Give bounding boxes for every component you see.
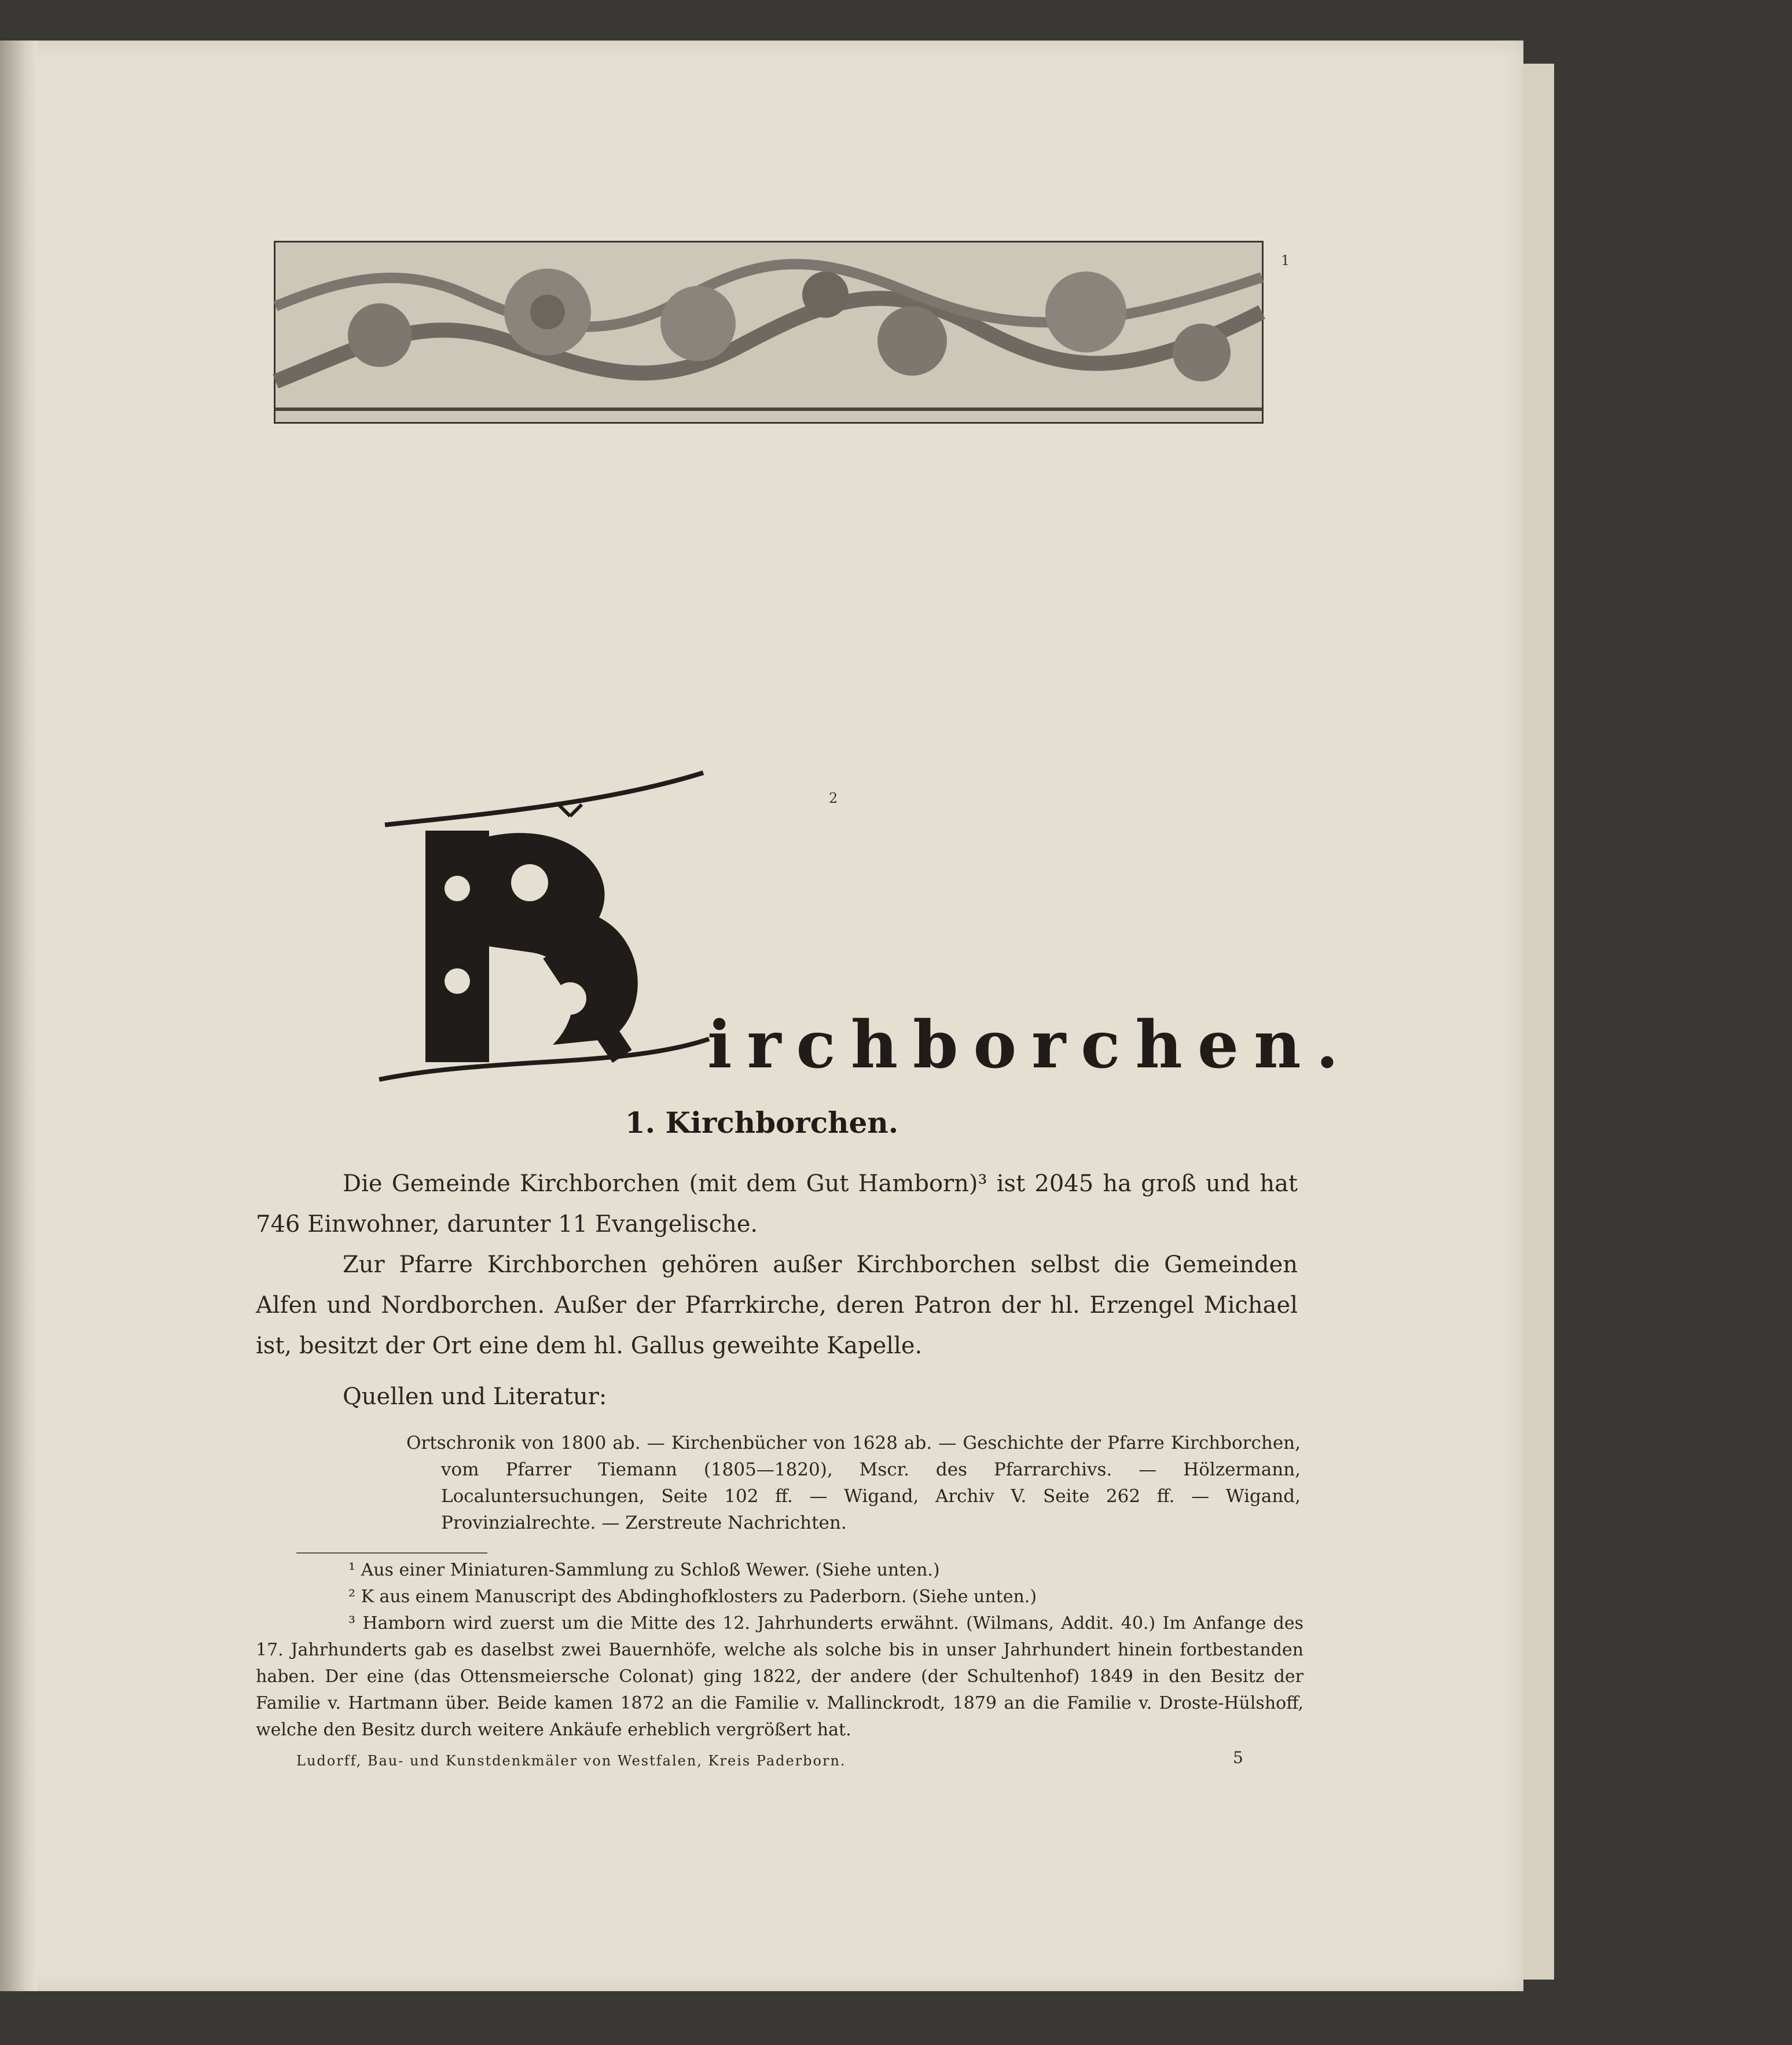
- floral-ornament-graphic: [276, 243, 1262, 422]
- paragraph-1: Die Gemeinde Kirchborchen (mit dem Gut Hamborn)³ ist 2045 ha groß und hat 746 Einwohner, darunter 11 Evangelische.: [256, 1170, 1298, 1238]
- footnote-1: ¹ Aus einer Miniaturen-Sammlung zu Schloß Wewer. (Siehe unten.): [348, 1560, 940, 1580]
- footnote-2: ² K aus einem Manuscript des Abdinghofklosters zu Paderborn. (Siehe unten.): [348, 1587, 1037, 1607]
- paragraph-2: Zur Pfarre Kirchborchen gehören außer Kirchborchen selbst die Gemeinden Alfen und Nordborchen. Außer der Pfarrkirche, deren Patron der hl. Erzengel Michael ist, besitzt der Ort eine dem hl. Gallus geweihte Kapelle.: [256, 1251, 1298, 1359]
- footnote-divider: [296, 1552, 487, 1554]
- footnote-marker-2: 2: [829, 790, 838, 806]
- sources-list: Ortschronik von 1800 ab. — Kirchenbücher von 1628 ab. — Geschichte der Pfarre Kirchborchen, vom Pfarrer Tiemann (1805—1820), Mscr. des Pfarrarchivs. — Hölzermann, Localuntersuchungen, Seite 102 ff. — Wigand, Archiv V. Seite 262 ff. — Wigand, Provinzialrechte. — Zerstreute Nachrichten.: [406, 1433, 1301, 1533]
- sources-heading: Quellen und Literatur:: [343, 1383, 607, 1410]
- footnote-marker-1: 1: [1281, 252, 1290, 269]
- running-footer: Ludorff, Bau- und Kunstdenkmäler von Westfalen, Kreis Paderborn.: [296, 1753, 846, 1769]
- book-page: [0, 41, 1523, 1991]
- ornamental-border-illustration: [274, 241, 1264, 424]
- page-number: 5: [1233, 1748, 1243, 1767]
- body-text: [256, 1163, 1298, 1366]
- page-gutter: [0, 41, 37, 1991]
- svg-text:K: K: [437, 1091, 438, 1092]
- decorative-initial-k: [379, 767, 709, 1091]
- footnotes: [256, 1557, 1303, 1743]
- footnote-3: ³ Hamborn wird zuerst um die Mitte des 12. Jahrhunderts erwähnt. (Wilmans, Addit. 40.) Im Anfange des 17. Jahrhunderts gab es daselbst zwei Bauernhöfe, welche als solche bis in unser Jahrhundert hinein fortbestanden haben. Der eine (das Ottensmeiersche Colonat) ging 1822, der andere (der Schultenhof) 1849 in den Besitz der Familie v. Hartmann über. Beide kamen 1872 an die Familie v. Mallinckrodt, 1879 an die Familie v. Droste-Hülshoff, welche den Besitz durch weitere Ankäufe erheblich vergrößert hat.: [256, 1613, 1303, 1740]
- title-continuation: irchborchen.: [707, 1007, 1354, 1083]
- section-heading: 1. Kirchborchen.: [625, 1106, 899, 1140]
